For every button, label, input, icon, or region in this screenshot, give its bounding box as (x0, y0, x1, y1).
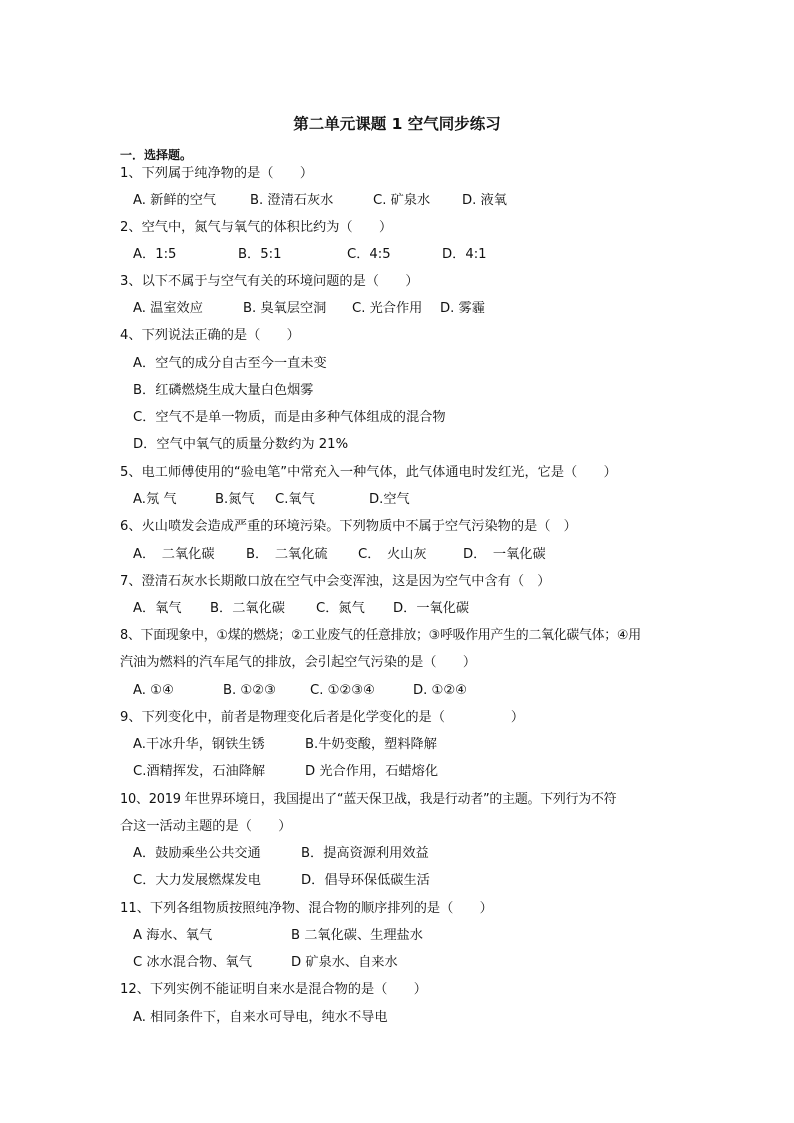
option-c: C.氧气 (275, 492, 315, 507)
question-3: 3、以下不属于与空气有关的环境问题的是（ ） (120, 274, 419, 289)
option-d: D．一氧化碳 (393, 601, 470, 616)
option-c: C．大力发展燃煤发电 (133, 873, 261, 888)
option-a: A． 二氧化碳 (133, 547, 215, 562)
question-11: 11、下列各组物质按照纯净物、混合物的顺序排列的是（ ） (120, 901, 493, 916)
option-a: A．鼓励乘坐公共交通 (133, 846, 261, 861)
question-8-cont: 汽油为燃料的汽车尾气的排放，会引起空气污染的是（ ） (120, 655, 477, 670)
option-b: B.氮气 (215, 492, 255, 507)
option-c: C.酒精挥发，石油降解 (133, 764, 266, 779)
option-d: D． 一氧化碳 (463, 547, 546, 562)
question-5: 5、电工师傅使用的“验电笔”中常充入一种气体，此气体通电时发红光，它是（ ） (120, 465, 617, 480)
option-a: A 海水、氧气 (133, 928, 213, 943)
option-a: A.干冰升华，钢铁生锈 (133, 737, 265, 752)
option-a: A. 新鲜的空气 (133, 193, 217, 208)
option-b: B. 澄清石灰水 (250, 193, 334, 208)
option-b: B．提高资源利用效益 (301, 846, 429, 861)
option-c: C. ①②③④ (310, 683, 375, 698)
question-8: 8、下面现象中，①煤的燃烧；②工业废气的任意排放；③呼吸作用产生的二氧化碳气体；④用 (120, 628, 641, 643)
option-b: B. ①②③ (223, 683, 276, 698)
question-4: 4、下列说法正确的是（ ） (120, 328, 300, 343)
option-a: A.氖 气 (133, 492, 177, 507)
option-d: D 光合作用，石蜡熔化 (305, 764, 439, 779)
option-c: C. 光合作用 (352, 301, 423, 316)
option-b: B 二氧化碳、生理盐水 (291, 928, 423, 943)
question-9: 9、下列变化中，前者是物理变化后者是化学变化的是（ ） (120, 710, 525, 725)
option-d: D．倡导环保低碳生活 (301, 873, 430, 888)
option-a: A．氧气 (133, 601, 182, 616)
question-1: 1、下列属于纯净物的是（ ） (120, 166, 314, 181)
option-b: B． 二氧化硫 (246, 547, 328, 562)
option-d: D．空气中氧气的质量分数约为 21% (133, 437, 349, 452)
question-10: 10、2019 年世界环境日，我国提出了“蓝天保卫战，我是行动者”的主题。下列行为不符 (120, 792, 617, 807)
question-2: 2、空气中，氮气与氧气的体积比约为（ ） (120, 220, 393, 235)
option-b: B．二氧化碳 (210, 601, 285, 616)
option-a: A．空气的成分自古至今一直未变 (133, 356, 327, 371)
section-heading: 一．选择题。 (120, 148, 193, 162)
question-12: 12、下列实例不能证明自来水是混合物的是（ ） (120, 982, 427, 997)
question-6: 6、火山喷发会造成严重的环境污染。下列物质中不属于空气污染物的是（ ） (120, 519, 577, 534)
question-10-cont: 合这一活动主题的是（ ） (120, 819, 292, 834)
option-b: B. 臭氧层空洞 (243, 301, 327, 316)
option-a: A．1:5 (133, 247, 177, 262)
option-c: C. 矿泉水 (373, 193, 431, 208)
option-a: A. 温室效应 (133, 301, 203, 316)
option-c: C．空气不是单一物质，而是由多种气体组成的混合物 (133, 410, 446, 425)
option-c: C． 火山灰 (358, 547, 427, 562)
option-d: D.空气 (369, 492, 410, 507)
option-b: B．红磷燃烧生成大量白色烟雾 (133, 383, 314, 398)
option-b: B.牛奶变酸，塑料降解 (305, 737, 437, 752)
question-7: 7、澄清石灰水长期敞口放在空气中会变浑浊，这是因为空气中含有（ ） (120, 574, 551, 589)
option-d: D 矿泉水、自来水 (291, 955, 398, 970)
option-c: C．4:5 (347, 247, 391, 262)
page-title: 第二单元课题 1 空气同步练习 (293, 115, 501, 133)
option-a: A. 相同条件下，自来水可导电，纯水不导电 (133, 1010, 388, 1025)
option-a: A. ①④ (133, 683, 174, 698)
option-d: D. ①②④ (413, 683, 468, 698)
option-d: D. 雾霾 (440, 301, 485, 316)
option-d: D．4:1 (442, 247, 487, 262)
option-c: C．氮气 (316, 601, 365, 616)
option-c: C 冰水混合物、氧气 (133, 955, 252, 970)
option-d: D. 液氧 (462, 193, 507, 208)
option-b: B．5:1 (238, 247, 282, 262)
